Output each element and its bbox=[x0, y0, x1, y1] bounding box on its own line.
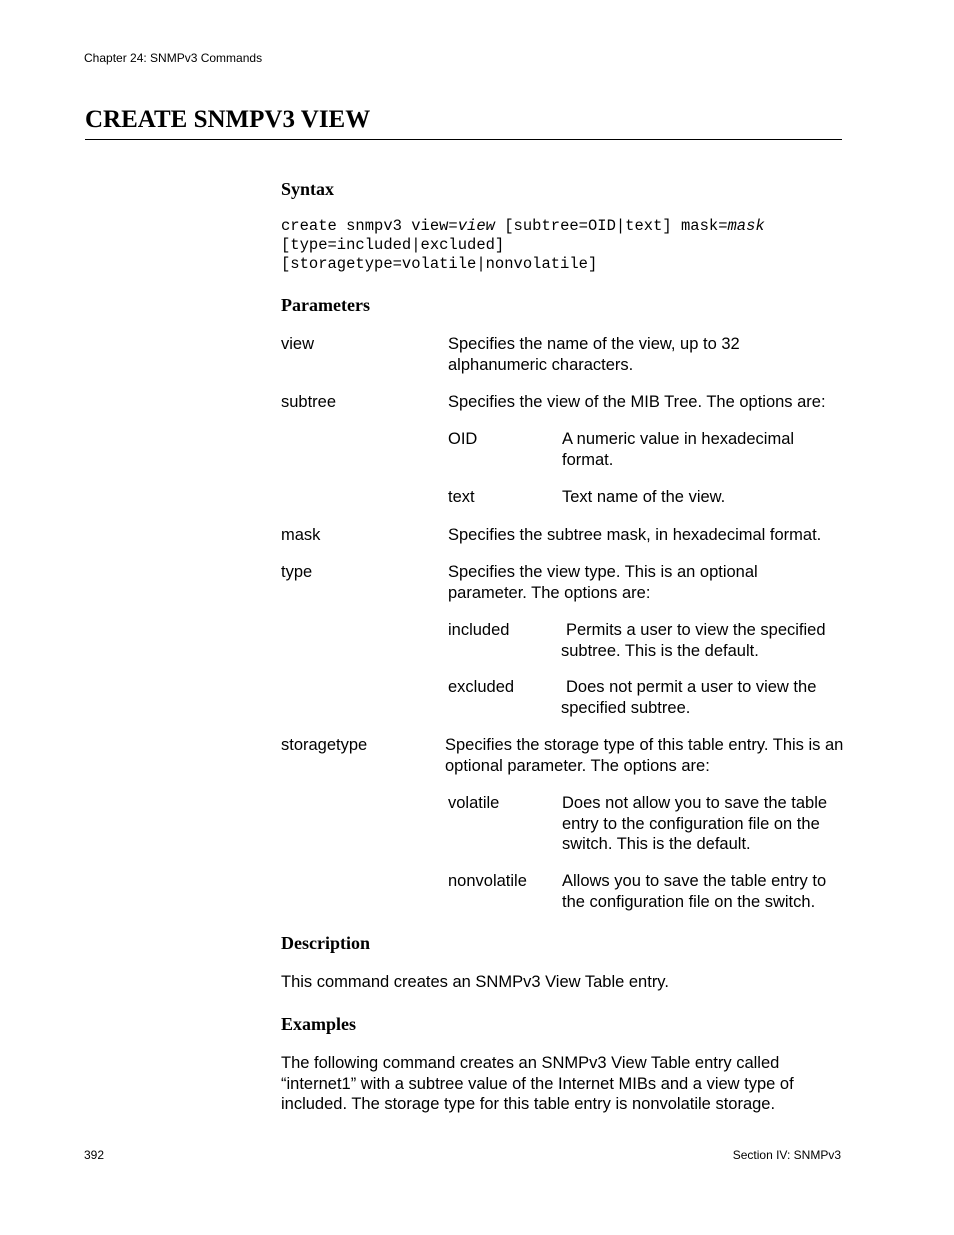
option-included-desc: Permits a user to view the specified subtree. This is the default. bbox=[561, 621, 826, 660]
syntax-code bbox=[281, 217, 765, 274]
syntax-line1-a: create snmpv3 view= bbox=[281, 217, 458, 235]
option-text-desc: Text name of the view. bbox=[562, 488, 726, 506]
option-oid-name: OID bbox=[448, 430, 478, 448]
param-view-desc: Specifies the name of the view, up to 32 alphanumeric characters. bbox=[448, 335, 740, 374]
parameters-heading: Parameters bbox=[281, 295, 370, 315]
page-title: CREATE SNMPV3 VIEW bbox=[85, 106, 371, 133]
syntax-line1-c: [subtree=OID|text] mask= bbox=[494, 217, 728, 235]
option-volatile-name: volatile bbox=[448, 794, 500, 812]
examples-heading: Examples bbox=[281, 1014, 357, 1034]
syntax-view-arg: view bbox=[457, 217, 495, 235]
section-footer: Section IV: SNMPv3 bbox=[732, 1148, 841, 1162]
syntax-line3: [storagetype=volatile|nonvolatile] bbox=[281, 255, 598, 273]
syntax-heading: Syntax bbox=[281, 179, 335, 199]
description-heading: Description bbox=[281, 933, 370, 953]
option-nonvolatile-desc: Allows you to save the table entry to the configuration file on the switch. bbox=[562, 872, 827, 911]
title-rule bbox=[85, 139, 842, 140]
examples-text: The following command creates an SNMPv3 View Table entry called “internet1” with a subtree value of the Internet MIBs and a view type of included. The storage type for this table entry is nonvolatile storage. bbox=[281, 1054, 794, 1113]
option-excluded-desc: Does not permit a user to view the specified subtree. bbox=[561, 678, 817, 717]
option-nonvolatile-name: nonvolatile bbox=[448, 872, 527, 890]
param-type-desc: Specifies the view type. This is an optional parameter. The options are: bbox=[448, 563, 758, 602]
option-excluded-name: excluded bbox=[448, 678, 515, 696]
param-storagetype-desc: Specifies the storage type of this table entry. This is an optional parameter. The options are: bbox=[445, 736, 844, 775]
syntax-mask-arg: mask bbox=[727, 217, 765, 235]
param-storagetype-name: storagetype bbox=[281, 736, 368, 754]
param-mask-name: mask bbox=[281, 526, 321, 544]
param-view-name: view bbox=[281, 335, 315, 353]
option-oid-desc: A numeric value in hexadecimal format. bbox=[562, 430, 795, 469]
syntax-line2: [type=included|excluded] bbox=[281, 236, 505, 254]
param-subtree-desc: Specifies the view of the MIB Tree. The options are: bbox=[448, 393, 826, 411]
option-volatile-desc: Does not allow you to save the table entry to the configuration file on the switch. This is the default. bbox=[562, 794, 828, 853]
param-mask-desc: Specifies the subtree mask, in hexadecimal format. bbox=[448, 526, 822, 544]
running-header: Chapter 24: SNMPv3 Commands bbox=[84, 51, 263, 65]
option-included-name: included bbox=[448, 621, 510, 639]
option-text-name: text bbox=[448, 488, 475, 506]
page-number: 392 bbox=[84, 1148, 105, 1162]
param-type-name: type bbox=[281, 563, 313, 581]
description-text: This command creates an SNMPv3 View Table entry. bbox=[281, 973, 669, 991]
param-subtree-name: subtree bbox=[281, 393, 337, 411]
